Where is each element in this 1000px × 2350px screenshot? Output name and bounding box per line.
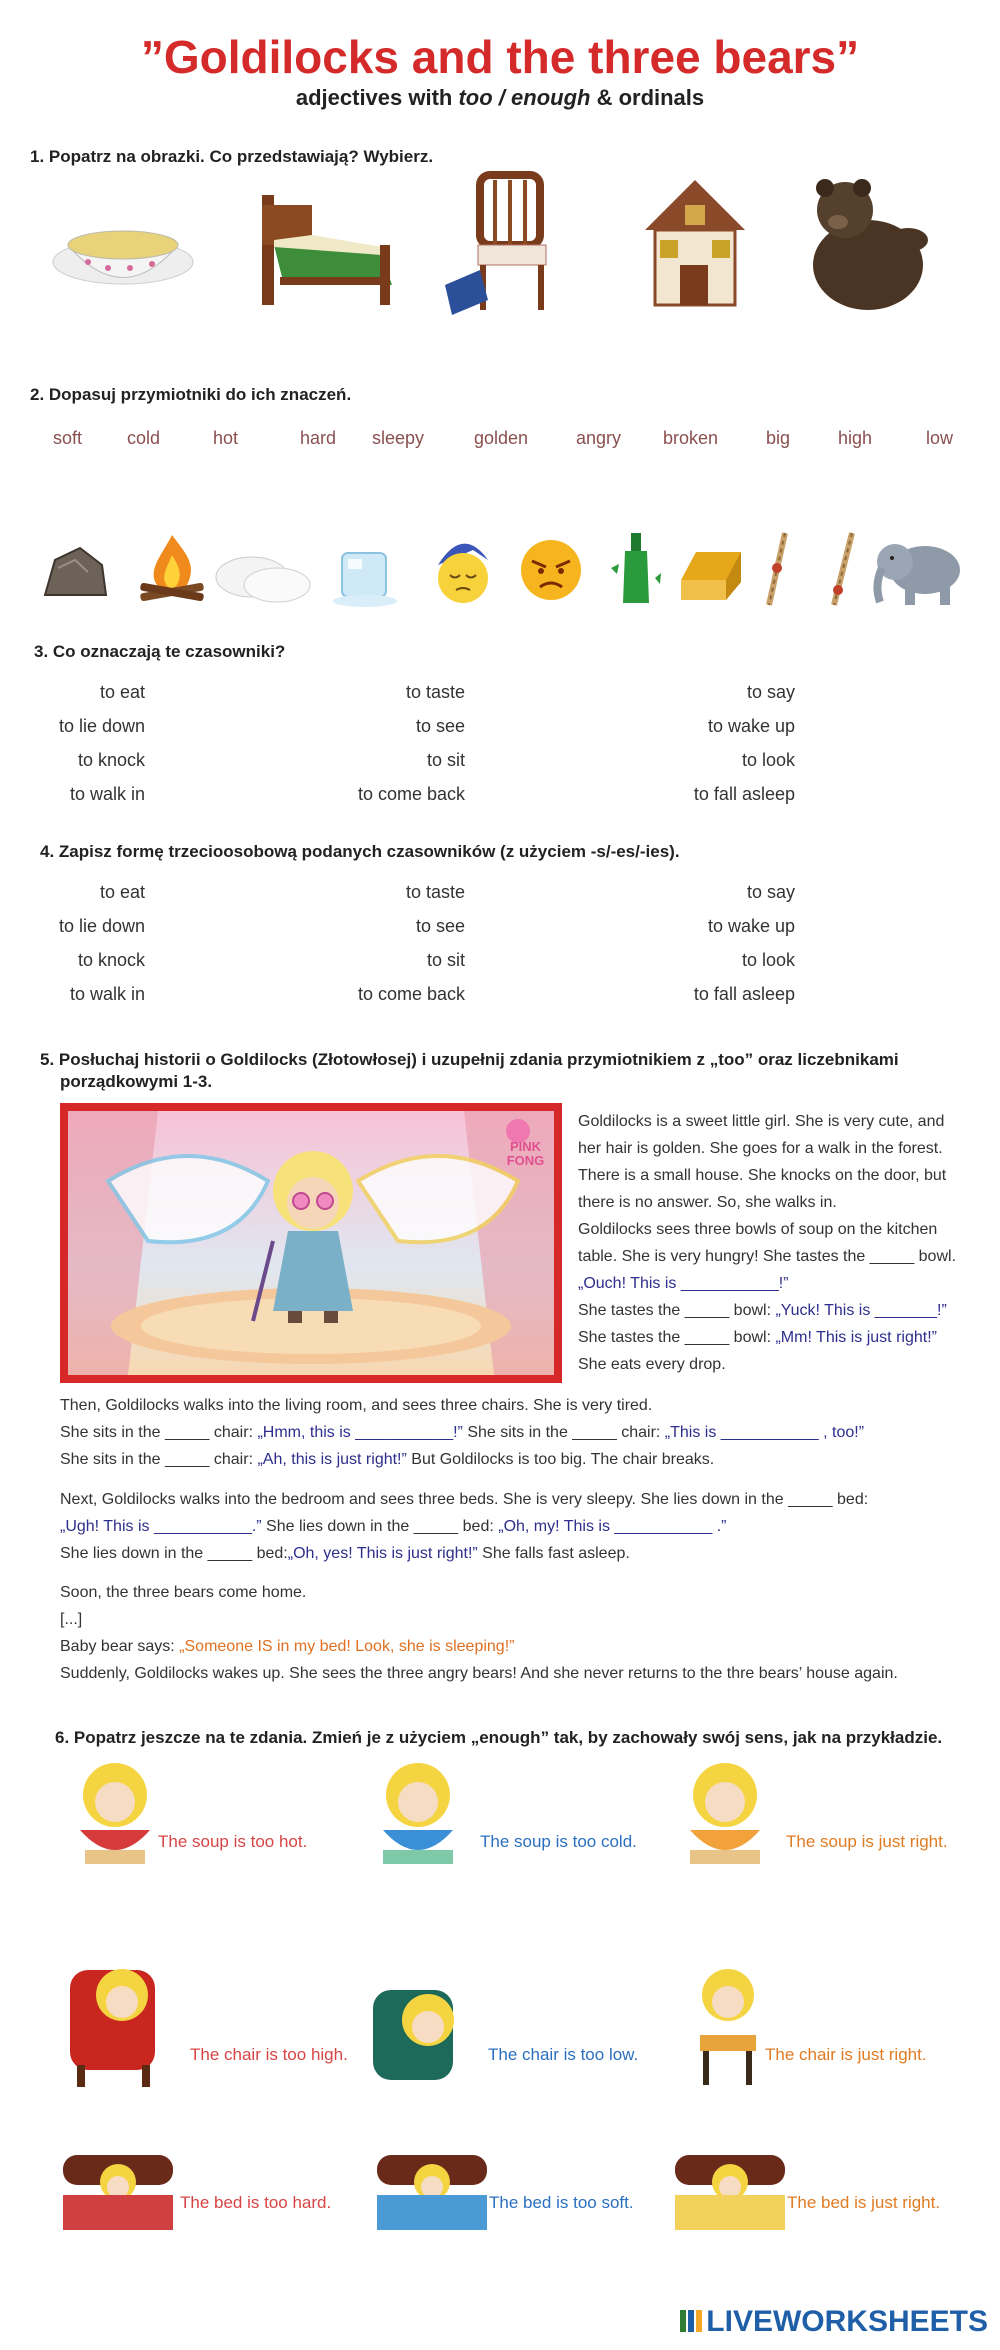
goldilocks-soft-bed-image	[372, 2150, 492, 2240]
q4-verb: to sit	[426, 950, 465, 970]
q3-verb: to look	[741, 750, 795, 770]
liveworksheets-logo[interactable]: LIVEWORKSHEETS	[680, 2305, 988, 2339]
q3-verb: to see	[415, 716, 465, 736]
soup-bowl-image[interactable]	[48, 200, 198, 300]
story-paragraph-chairs: Then, Goldilocks walks into the living room, and sees three chairs. She is very tired. She sits in the _____ chair: „Hmm, this is ___________!” She sits in the _____ chair: „This is ___________ , too!” She sits in the _____ chair: „Ah, this is just right!” But Goldilocks is too big. The chair breaks.	[60, 1397, 865, 1468]
word-golden[interactable]: golden	[474, 428, 529, 448]
liveworksheets-icon	[680, 2308, 702, 2334]
q4-verb: to knock	[77, 950, 145, 970]
q4-heading: 4. Zapisz formę trzecioosobową podanych czasowników (z użyciem -s/-es/-ies).	[40, 842, 680, 861]
sentence-soup-hot: The soup is too hot.	[158, 1832, 308, 1851]
rock-image[interactable]	[40, 540, 110, 605]
q4-verb: to wake up	[707, 916, 795, 936]
pillows-image[interactable]	[212, 545, 312, 605]
word-angry[interactable]: angry	[576, 428, 622, 448]
goldilocks-hot-soup-image	[65, 1760, 165, 1870]
word-cold[interactable]: cold	[127, 428, 161, 448]
word-soft[interactable]: soft	[53, 428, 83, 448]
goldilocks-low-chair-image	[368, 1970, 483, 2090]
q3-verb: to sit	[426, 750, 465, 770]
q4-verb: to say	[746, 882, 795, 902]
word-sleepy[interactable]: sleepy	[372, 428, 425, 448]
q4-verb: to eat	[99, 882, 145, 902]
gold-bar-image[interactable]	[676, 540, 746, 605]
q4-verb: to come back	[357, 984, 465, 1004]
elephant-image[interactable]	[870, 530, 970, 610]
sentence-bed-right: The bed is just right.	[787, 2193, 941, 2212]
video-player[interactable]	[60, 1103, 562, 1383]
sentence-bed-hard: The bed is too hard.	[180, 2193, 332, 2212]
q3-verb: to walk in	[69, 784, 145, 804]
q4-verb: to walk in	[69, 984, 145, 1004]
goldilocks-high-chair-image	[62, 1960, 187, 2090]
story-paragraph-beds: Next, Goldilocks walks into the bedroom and sees three beds. She is very sleepy. She lies down in the _____ bed: „Ugh! This is ___________.” She lies down in the _____ bed: „Oh, my! This is ___________ .” She lies down in the _____ bed:„Oh, yes! This is just right!” She falls fast asleep.	[60, 1491, 869, 1562]
goldilocks-right-soup-image	[675, 1760, 775, 1870]
low-rope-image[interactable]	[822, 528, 862, 610]
q2-heading: 2. Dopasuj przymiotniki do ich znaczeń.	[30, 385, 352, 404]
sentence-chair-high: The chair is too high.	[190, 2045, 348, 2064]
worksheet-title: ”Goldilocks and the three bears”	[140, 31, 860, 83]
q4-verb: to taste	[405, 882, 465, 902]
q1-heading: 1. Popatrz na obrazki. Co przedstawiają? Wybierz.	[30, 147, 434, 166]
story-intro: Goldilocks is a sweet little girl. She is very cute, and her hair is golden. She goes for a walk in the forest. There is a small house. She knocks on the door, but there is no answer. So, she walks in. Goldilocks sees three bowls of soup on the kitchen table. She is very hungry! She tastes the _____ bowl. „Ouch! This is ___________!” She tastes the _____ bowl: „Yuck! This is _______!” She tastes the _____ bowl: „Mm! This is just right!” She eats every drop.	[578, 1108, 988, 1378]
chair-image[interactable]	[440, 165, 560, 320]
q4-verb: to see	[415, 916, 465, 936]
q3-verb: to say	[746, 682, 795, 702]
word-hot[interactable]: hot	[213, 428, 239, 448]
house-image[interactable]	[640, 175, 750, 310]
sentence-soup-cold: The soup is too cold.	[480, 1832, 637, 1851]
goldilocks-right-chair-image	[678, 1965, 773, 2090]
word-big[interactable]: big	[766, 428, 791, 448]
sentence-chair-low: The chair is too low.	[488, 2045, 639, 2064]
sleepy-face-image[interactable]	[428, 530, 498, 610]
goldilocks-right-bed-image	[670, 2150, 790, 2240]
q3-heading: 3. Co oznaczają te czasowniki?	[34, 642, 286, 661]
bed-image[interactable]	[252, 185, 402, 315]
bear-image[interactable]	[800, 170, 935, 315]
angry-face-image[interactable]	[516, 535, 586, 605]
q3-verb: to taste	[405, 682, 465, 702]
q5-heading-cont: porządkowymi 1-3.	[60, 1072, 213, 1091]
q3-verb: to knock	[77, 750, 145, 770]
word-high[interactable]: high	[838, 428, 873, 448]
q6-heading: 6. Popatrz jeszcze na te zdania. Zmień je z użyciem „enough” tak, by zachowały swój sens, jak na przykładzie.	[55, 1728, 943, 1747]
high-rope-image[interactable]	[757, 528, 797, 610]
word-low[interactable]: low	[926, 428, 954, 448]
story-paragraph-bears: Soon, the three bears come home. [...] Baby bear says: „Someone IS in my bed! Look, she is sleeping!” Suddenly, Goldilocks wakes up. She sees the three angry bears! And she never returns to the thre bears’ house again.	[60, 1584, 898, 1682]
broken-bottle-image[interactable]	[605, 528, 665, 610]
ice-cube-image[interactable]	[330, 545, 400, 610]
q3-verb: to fall asleep	[693, 784, 795, 804]
video-logo: PINK FONG	[506, 1139, 545, 1168]
goldilocks-cold-soup-image	[368, 1760, 468, 1870]
sentence-bed-soft: The bed is too soft.	[489, 2193, 634, 2212]
q3-verb: to come back	[357, 784, 465, 804]
q5-heading: 5. Posłuchaj historii o Goldilocks (Złotowłosej) i uzupełnij zdania przymiotnikiem z „too” oraz liczebnikami	[40, 1050, 899, 1069]
video-thumbnail[interactable]	[68, 1111, 554, 1375]
gap-quote[interactable]: „Yuck! This is _______!”	[775, 1302, 947, 1319]
campfire-image[interactable]	[132, 530, 212, 605]
word-broken[interactable]: broken	[663, 428, 719, 448]
q4-verb: to look	[741, 950, 795, 970]
worksheet-subtitle: adjectives with too / enough & ordinals	[295, 85, 705, 110]
sentence-chair-right: The chair is just right.	[765, 2045, 927, 2064]
q3-verb: to eat	[99, 682, 145, 702]
q3-verb: to lie down	[58, 716, 145, 736]
q4-verb: to fall asleep	[693, 984, 795, 1004]
q4-verb: to lie down	[58, 916, 145, 936]
sentence-soup-right: The soup is just right.	[786, 1832, 948, 1851]
q3-verb: to wake up	[707, 716, 795, 736]
goldilocks-hard-bed-image	[58, 2150, 178, 2240]
word-hard[interactable]: hard	[300, 428, 337, 448]
gap-quote[interactable]: „Ouch! This is ___________!”	[578, 1275, 789, 1292]
